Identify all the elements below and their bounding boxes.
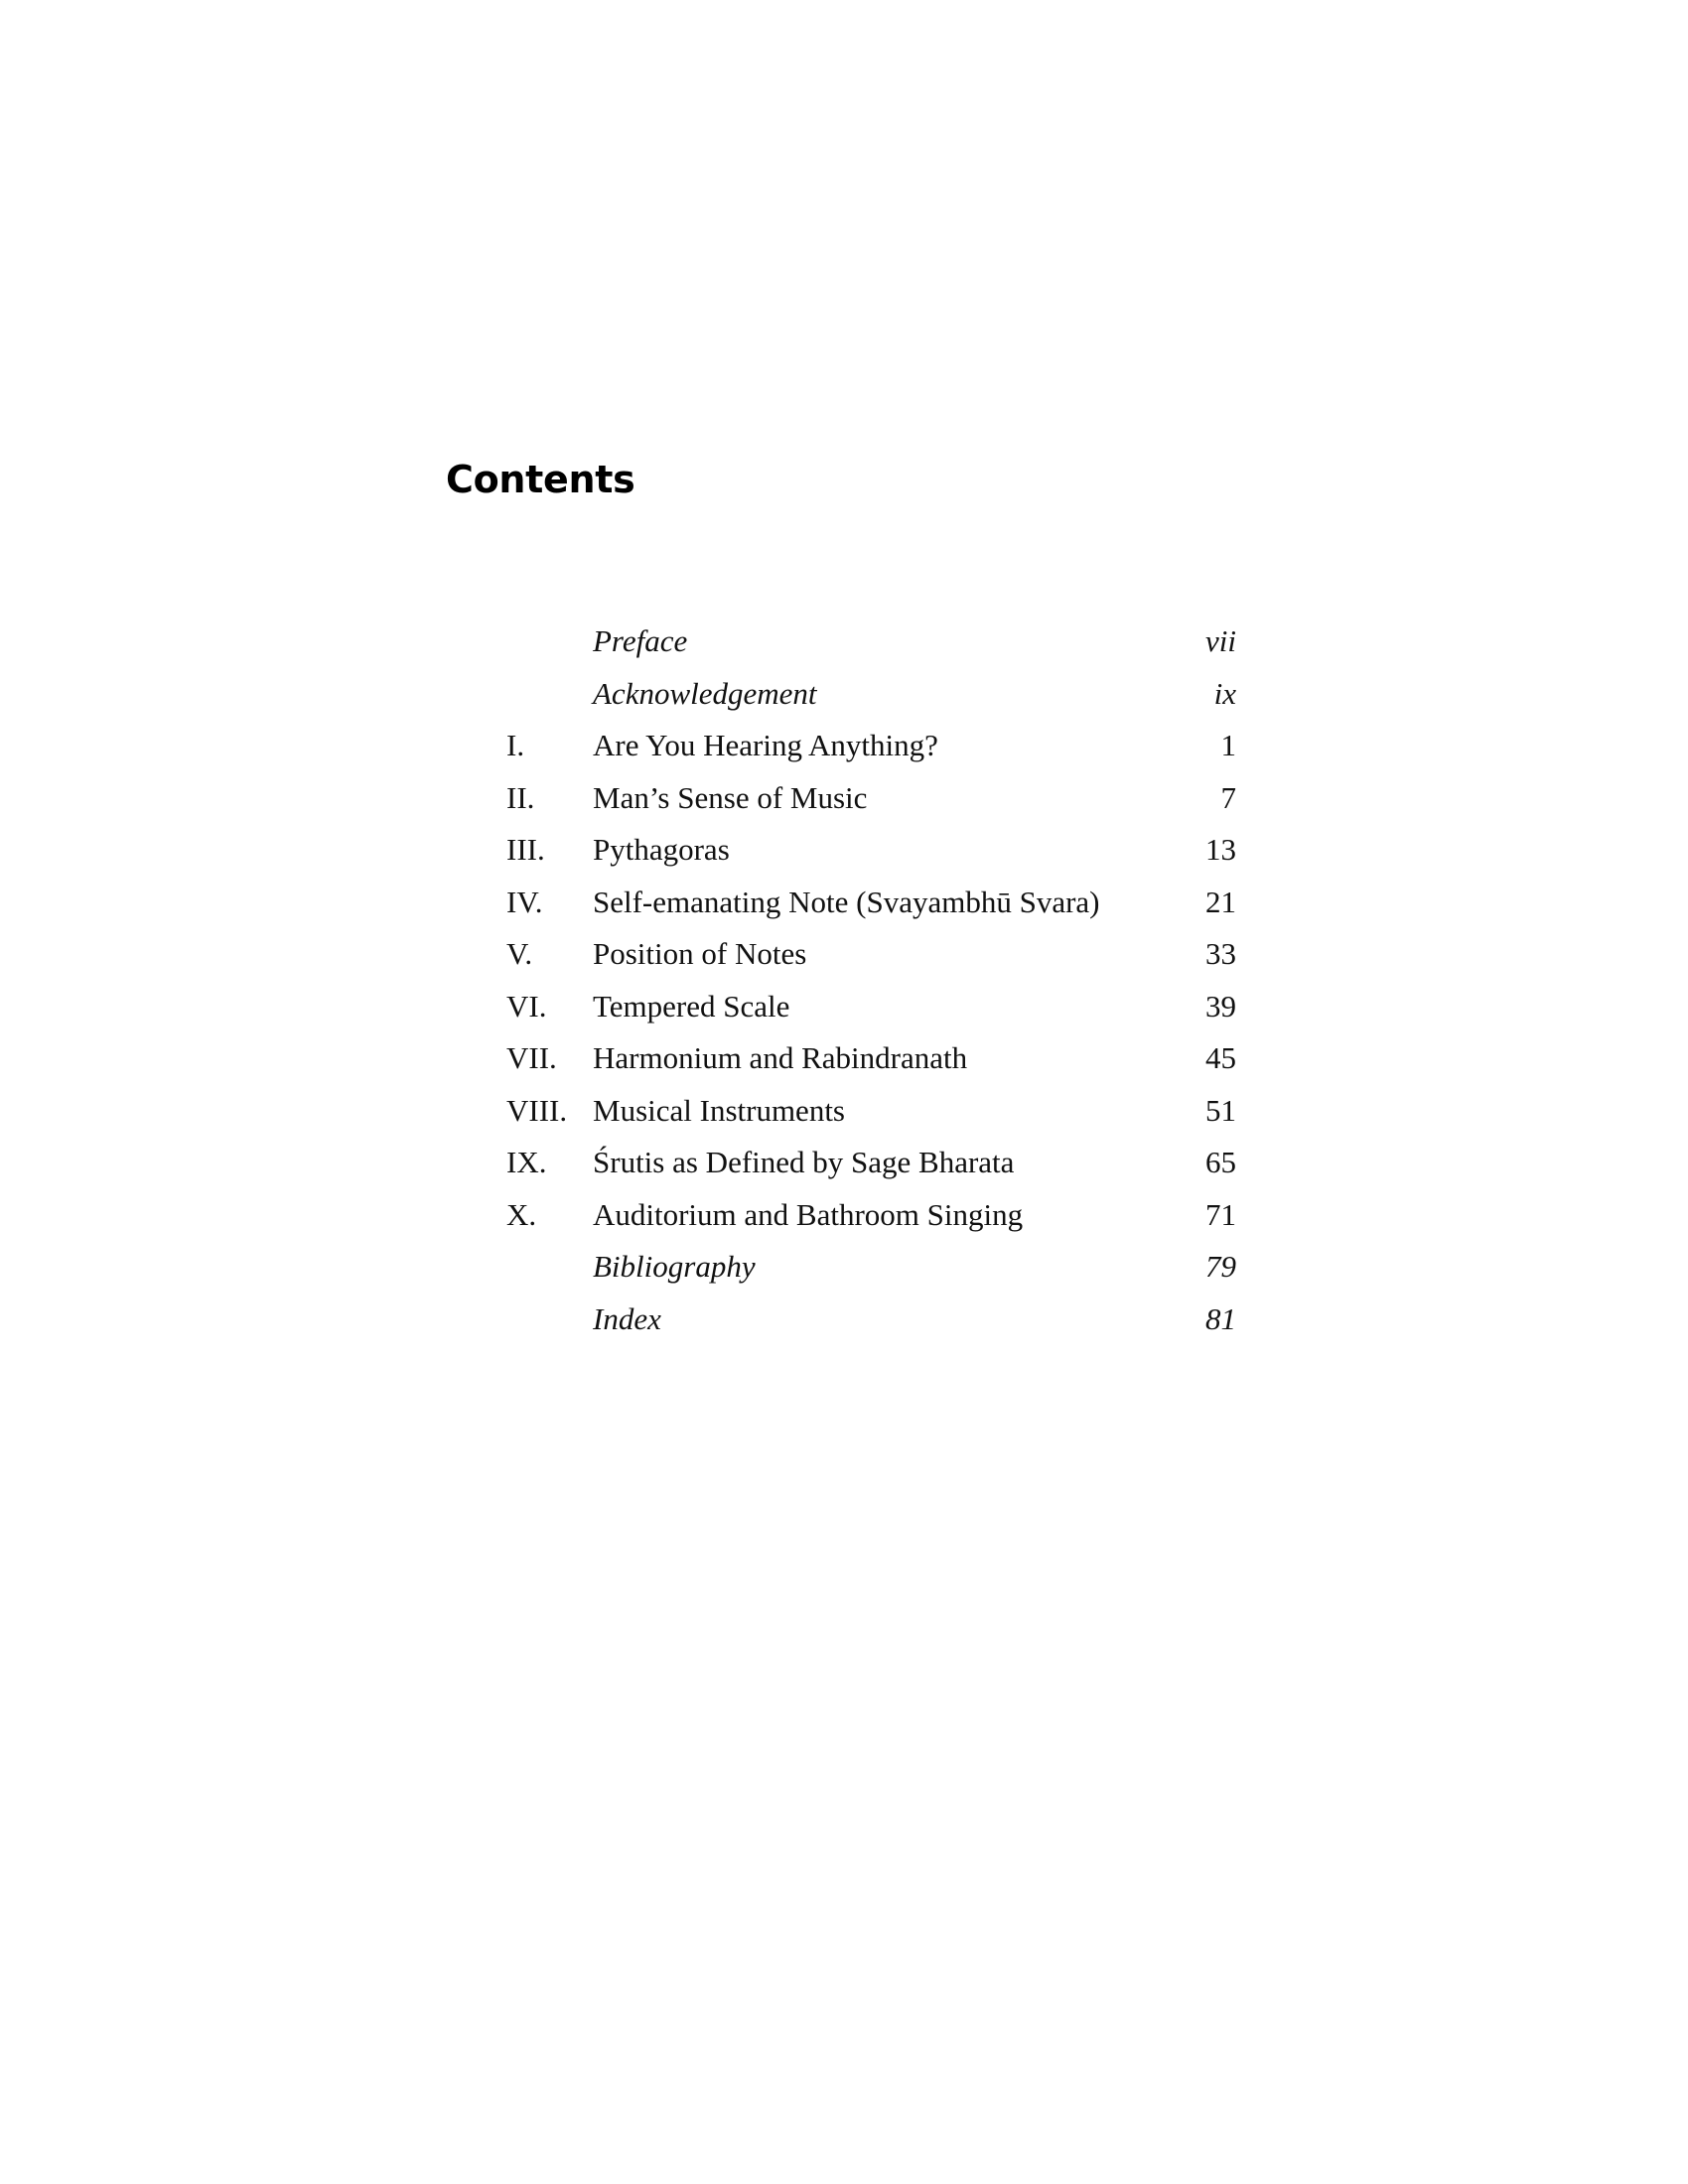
- chapter-number: I.: [506, 728, 525, 762]
- toc-entry-preface[interactable]: [506, 615, 1236, 668]
- entry-title: Tempered Scale: [593, 988, 790, 1024]
- entry-title: Śrutis as Defined by Sage Bharata: [593, 1145, 1015, 1179]
- toc-entry-chapter-10[interactable]: [506, 1189, 1236, 1242]
- entry-title: Preface: [593, 623, 688, 658]
- page-number: 65: [1205, 1145, 1236, 1179]
- page-number: 51: [1205, 1092, 1236, 1128]
- entry-title: Pythagoras: [593, 832, 730, 867]
- page-number: 79: [1205, 1249, 1236, 1284]
- page-number: 21: [1205, 884, 1236, 919]
- toc-entry-acknowledgement[interactable]: [506, 668, 1236, 721]
- entry-title: Bibliography: [593, 1249, 756, 1284]
- chapter-number: VII.: [506, 1040, 557, 1075]
- table-of-contents: [506, 615, 1236, 1345]
- entry-title: Are You Hearing Anything?: [593, 728, 938, 762]
- chapter-number: IV.: [506, 884, 543, 919]
- chapter-number: VI.: [506, 988, 547, 1024]
- chapter-number: X.: [506, 1196, 537, 1232]
- toc-entry-index[interactable]: [506, 1294, 1236, 1346]
- entry-title: Position of Notes: [593, 936, 807, 971]
- page-number: 33: [1205, 936, 1236, 971]
- page-title: Contents: [446, 458, 635, 501]
- chapter-number: VIII.: [506, 1092, 568, 1128]
- page-number: 45: [1205, 1040, 1236, 1075]
- page-number: 7: [1220, 779, 1236, 815]
- toc-entry-chapter-4[interactable]: [506, 877, 1236, 929]
- chapter-number: V.: [506, 936, 533, 971]
- toc-entry-chapter-9[interactable]: [506, 1137, 1236, 1189]
- page-number: 71: [1205, 1196, 1236, 1232]
- entry-title: Auditorium and Bathroom Singing: [593, 1196, 1024, 1232]
- toc-entry-chapter-5[interactable]: [506, 928, 1236, 981]
- entry-title: Musical Instruments: [593, 1092, 845, 1128]
- chapter-number: II.: [506, 779, 535, 815]
- entry-title: Index: [593, 1300, 661, 1336]
- page-number: 1: [1220, 728, 1236, 762]
- page-number: 39: [1205, 988, 1236, 1024]
- toc-entry-chapter-1[interactable]: [506, 720, 1236, 772]
- page-number: ix: [1213, 675, 1236, 711]
- toc-entry-chapter-7[interactable]: [506, 1032, 1236, 1085]
- toc-entry-chapter-2[interactable]: [506, 772, 1236, 825]
- entry-title: Man’s Sense of Music: [593, 779, 868, 815]
- toc-entry-chapter-8[interactable]: [506, 1085, 1236, 1138]
- page-number: 81: [1205, 1300, 1236, 1336]
- page-number: vii: [1205, 623, 1236, 658]
- chapter-number: III.: [506, 832, 545, 867]
- toc-entry-chapter-3[interactable]: [506, 824, 1236, 877]
- entry-title: Acknowledgement: [593, 675, 817, 711]
- toc-entry-bibliography[interactable]: [506, 1241, 1236, 1294]
- entry-title: Harmonium and Rabindranath: [593, 1040, 968, 1075]
- toc-entry-chapter-6[interactable]: [506, 981, 1236, 1033]
- page-number: 13: [1205, 832, 1236, 867]
- entry-title: Self-emanating Note (Svayambhū Svara): [593, 884, 1100, 919]
- chapter-number: IX.: [506, 1145, 547, 1179]
